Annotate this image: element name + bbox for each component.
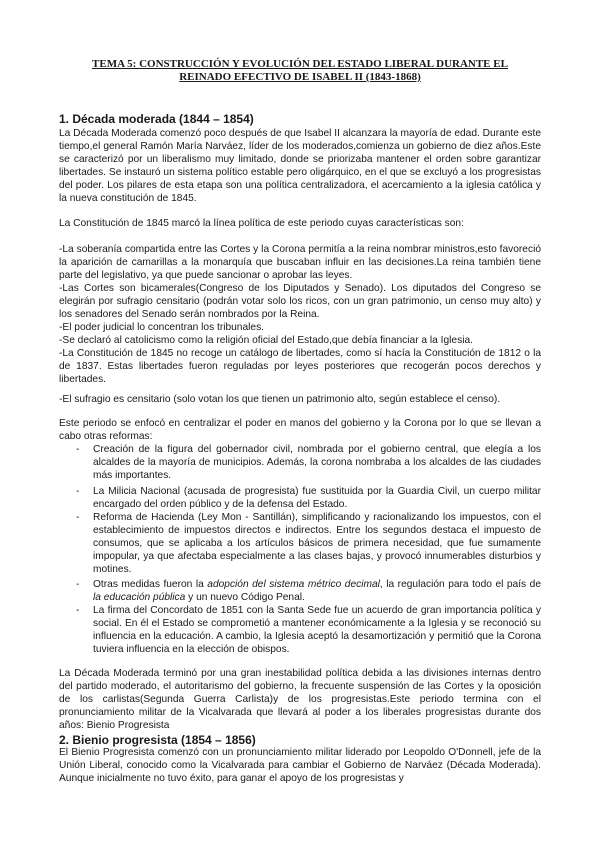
bullet-dash: - — [76, 444, 80, 455]
section-2-heading: 2. Bienio progresista (1854 – 1856) — [59, 733, 256, 747]
feature-catholicism: -Se declaró al catolicismo como la religión oficial del Estado,que debía financiar a la Iglesia. — [59, 335, 473, 346]
constitution-intro: La Constitución de 1845 marcó la línea política de este periodo cuyas características son: — [59, 218, 464, 229]
feature-sovereignty: -La soberanía compartida entre las Cortes y la Corona permitía a la reina nombrar ministros,esto favoreció la aparición de camarillas a la monarquía que buscaban influir en las decisiones.La reina también tiene parte del legislativo, ya que puede sancionar o aprobar las leyes. — [59, 244, 541, 281]
reform-text: Creación de la figura del gobernador civil, nombrada por el gobierno central, que elegía a los alcaldes de la mayoría de municipios. Además, la corona nombraba a los alcaldes de las ciudades más importantes. — [93, 444, 541, 481]
reform-text — [93, 578, 541, 604]
section-2-intro: El Bienio Progresista comenzó con un pronunciamiento militar liderado por Leopoldo O'Donnell, jefe de la Unión Liberal, conocido como la Vicalvarada para cambiar el Gobierno de Narváez (Década Moderada). Aunque inicialmente no tuvo éxito, para ganar el apoyo de los progresistas y — [59, 747, 541, 784]
reform-text: La firma del Concordato de 1851 con la Santa Sede fue un acuerdo de gran importancia política y social. En él el Estado se comprometió a mantener económicamente a la Iglesia y se reconoció su influencia en la educación. A cambio, la Iglesia aceptó la desamortización y permitió que la Corona tuviera influencia en la elección de obispos. — [93, 605, 541, 655]
document-title — [40, 58, 560, 84]
reform-text: Reforma de Hacienda (Ley Mon - Santillán), simplificando y racionalizando los impuestos, con el establecimiento de impuestos directos e indirectos. Entre los segundos destaca el impuesto de consumos, que se aplicaba a los artículos básicos de primera necesidad, que fue sumamente impopular, ya que afectaba especialmente a las clases bajas, y provocó innumerables disturbios y motines. — [93, 512, 541, 575]
feature-suffrage: -El sufragio es censitario (solo votan los que tienen un patrimonio alto, según establece el censo). — [59, 394, 501, 405]
section-1-ending: La Década Moderada terminó por una gran inestabilidad política debida a las divisiones internas dentro del partido moderado, el autoritarismo del gobierno, la frecuente suspensión de las Cortes y la oposición de los carlistas(Segunda Guerra Carlista)y de los progresistas.Este periodo termina con el pronunciamiento militar de la Vicalvarada que llevará al poder a los liberales progresistas durante dos años: Bienio Progresista — [59, 668, 541, 731]
bullet-dash: - — [76, 579, 80, 590]
reform4-part-a: Otras medidas fueron la — [93, 579, 208, 590]
feature-cortes: -Las Cortes son bicamerales(Congreso de los Diputados y Senado). Los diputados del Congreso se elegirán por sufragio censitario (podrán votar solo los ricos, con un gran patrimonio, un censo muy alto) y los senadores del Senado serán nombrados por la Reina. — [59, 283, 541, 320]
reform4-metric-system: adopción del sistema métrico decimal — [207, 579, 380, 590]
section-1-intro: La Década Moderada comenzó poco después de que Isabel II alcanzara la mayoría de edad. Durante este tiempo,el general Ramón María Narváez, líder de los moderados,comienza un gobierno de diez años.Este se caracterizó por un liberalismo muy limitado, donde se priorizaba mantener el orden sobre garantizar libertades. Se instauró un sistema político estable pero oligárquico, en el que se excluyó a los progresistas del poder. Los pilares de esta etapa son una política centralizadora, el acercamiento a la iglesia católica y la nueva constitución de 1845. — [59, 128, 541, 204]
feature-judicial: -El poder judicial lo concentran los tribunales. — [59, 322, 264, 333]
reform4-public-education: la educación pública — [93, 592, 186, 603]
reform4-part-c: , la regulación para todo el país de — [379, 579, 541, 590]
title-line-1: TEMA 5: CONSTRUCCIÓN Y EVOLUCIÓN DEL ESTADO LIBERAL DURANTE EL — [92, 58, 508, 70]
bullet-dash: - — [76, 512, 80, 523]
section-1-heading: 1. Década moderada (1844 – 1854) — [59, 112, 254, 126]
feature-liberties: -La Constitución de 1845 no recoge un catálogo de libertades, como sí hacía la Constitución de 1812 o la de 1837. Estas libertades fueron reguladas por leyes posteriores que recogerán pocos derechos y libertades. — [59, 348, 541, 385]
bullet-dash: - — [76, 486, 80, 497]
reform4-part-e: y un nuevo Código Penal. — [185, 592, 305, 603]
bullet-dash: - — [76, 605, 80, 616]
reform-text: La Milicia Nacional (acusada de progresista) fue sustituida por la Guardia Civil, un cuerpo militar encargado del orden público y de la defensa del Estado. — [93, 486, 541, 510]
reforms-intro: Este periodo se enfocó en centralizar el poder en manos del gobierno y la Corona por lo que se llevan a cabo otras reformas: — [59, 418, 541, 442]
title-line-2: REINADO EFECTIVO DE ISABEL II (1843-1868) — [179, 71, 421, 83]
